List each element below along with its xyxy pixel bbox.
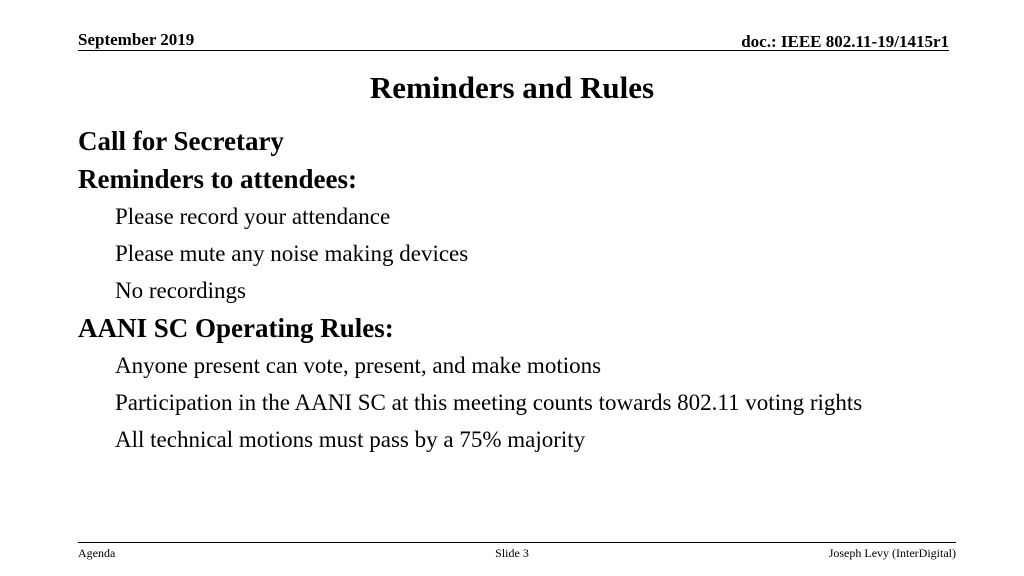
reminder-item: No recordings: [115, 278, 246, 303]
rule-item: Participation in the AANI SC at this meeting counts towards 802.11 voting rights: [115, 390, 863, 415]
slide-title: Reminders and Rules: [369, 70, 655, 105]
section-call-for-secretary: Call for Secretary: [78, 126, 284, 156]
header-doc-id: doc.: IEEE 802.11-19/1415r1: [741, 32, 949, 51]
footer-author: Joseph Levy (InterDigital): [828, 546, 956, 560]
section-operating-rules-heading: AANI SC Operating Rules:: [78, 313, 394, 343]
rule-item: Anyone present can vote, present, and make motions: [115, 353, 602, 378]
slide-content: [78, 122, 978, 458]
reminder-item: Please record your attendance: [115, 204, 391, 229]
rule-item: All technical motions must pass by a 75% majority: [115, 427, 586, 452]
footer-divider: [78, 542, 956, 543]
header-date: September 2019: [78, 30, 195, 49]
section-reminders-heading: Reminders to attendees:: [78, 164, 357, 194]
footer-left: Agenda: [78, 546, 116, 560]
reminder-item: Please mute any noise making devices: [115, 241, 469, 266]
footer-slide-number: Slide 3: [495, 546, 529, 560]
header-divider: [78, 50, 949, 51]
